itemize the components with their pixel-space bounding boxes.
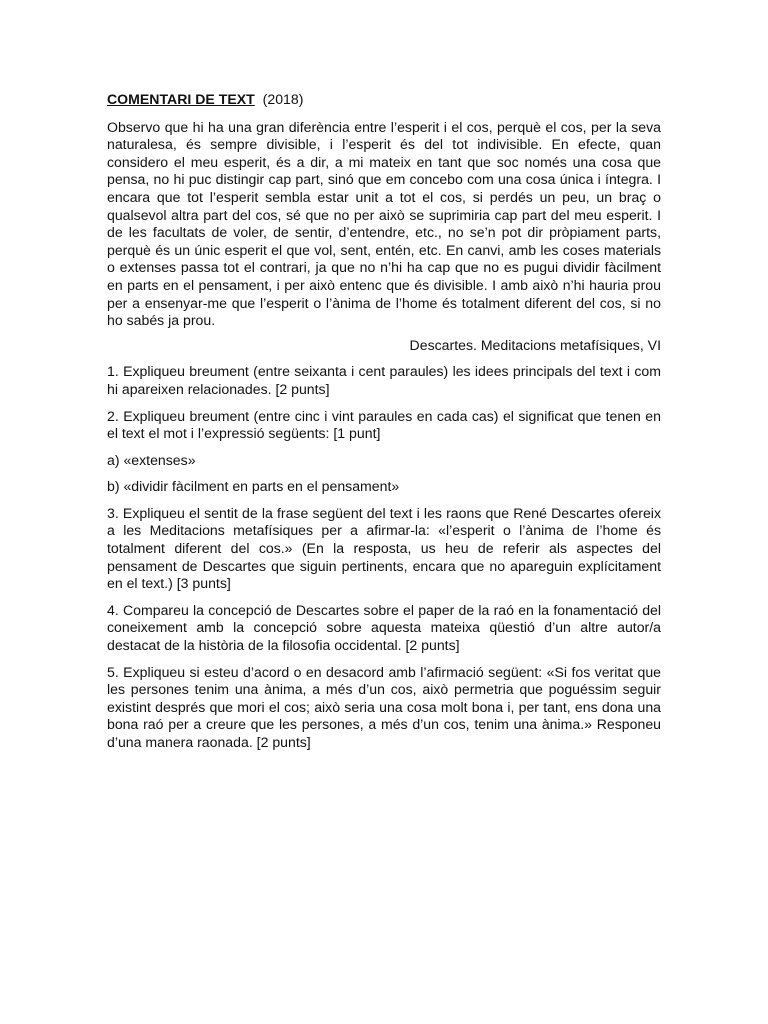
question-5: 5. Expliqueu si esteu d’acord o en desacord amb l’afirmació següent: «Si fos veritat que les persones tenim una ànima, a més d’un cos, això permetria que poguéssim seguir existint després que mori el cos; això seria una cosa molt bona i, per tant, ens dona una bona raó per a creure que les persones, a més d’un cos, tenim una ànima.» Responeu d’una manera raonada. [2 punts]	[107, 663, 661, 750]
document-title: COMENTARI DE TEXT	[107, 91, 255, 107]
title-line	[107, 91, 661, 109]
question-2: 2. Expliqueu breument (entre cinc i vint paraules en cada cas) el significat que tenen en el text el mot i l’expressió següents: [1 punt]	[107, 407, 661, 442]
document-page	[107, 91, 661, 752]
question-4: 4. Compareu la concepció de Descartes sobre el paper de la raó en la fonamentació del coneixement amb la concepció sobre aquesta mateixa qüestió d’un altre autor/a destacat de la història de la filosofia occidental. [2 punts]	[107, 601, 661, 654]
passage-source: Descartes. Meditacions metafísiques, VI	[409, 336, 661, 353]
question-2b: b) «dividir fàcilment en parts en el pensament»	[107, 478, 400, 495]
question-1: 1. Expliqueu breument (entre seixanta i cent paraules) les idees principals del text i com hi apareixen relacionades. [2 punts]	[107, 363, 661, 397]
question-2a: a) «extenses»	[107, 451, 196, 468]
passage-text: Observo que hi ha una gran diferència entre l’esperit i el cos, perquè el cos, per la seva naturalesa, és sempre divisible, i l’esperit és del tot indivisible. En efecte, quan considero el meu esperit, és a dir, a mi mateix en tant que soc només una cosa que pensa, no hi puc distingir cap part, sinó que em concebo com una cosa única i íntegra. I encara que tot l’esperit sembla estar unit a tot el cos, si perdés un peu, un braç o qualsevol altra part del cos, sé que no per això se suprimiria cap part del meu esperit. I de les facultats de voler, de sentir, d’entendre, etc., no se’n pot dir pròpiament parts, perquè és un únic esperit el que vol, sent, entén, etc. En canvi, amb les coses materials o extenses passa tot el contrari, ja que no n’hi ha cap que no es pugui dividir fàcilment en parts en el pensament, i per això entenc que és divisible. I amb això n’hi hauria prou per a ensenyar-me que l’esperit o l’ànima de l’home és totalment diferent del cos, si no ho sabés ja prou.	[107, 118, 661, 329]
document-year: (2018)	[262, 91, 304, 107]
question-3: 3. Expliqueu el sentit de la frase següent del text i les raons que René Descartes ofereix a les Meditacions metafísiques per a afirmar-la: «l’esperit o l’ànima de l’home és totalment diferent del cos.» (En la resposta, us heu de referir als aspectes del pensament de Descartes que siguin pertinents, encara que no apareguin explícitament en el text.) [3 punts]	[107, 504, 661, 592]
